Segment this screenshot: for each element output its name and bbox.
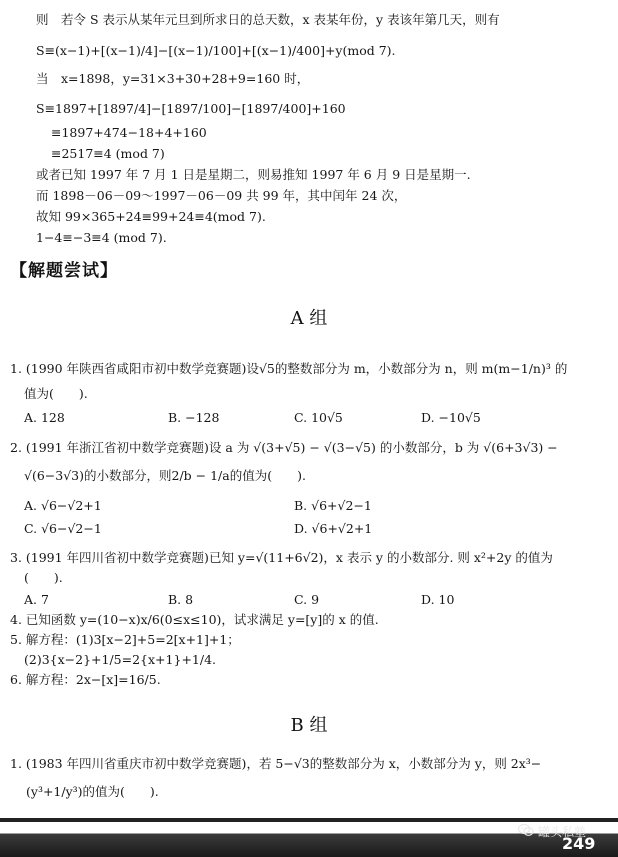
problem-a2-option-b: B. √6+√2−1 bbox=[294, 498, 372, 513]
problem-a2-line-2: √(6−3√3)的小数部分，则2/b − 1/a的值为( ). bbox=[24, 468, 306, 483]
solution-line-1: 则 若令 S 表示从某年元旦到所求日的总天数，x 表某年份，y 表该年第几天，则有 bbox=[36, 12, 500, 27]
solution-formula-1: S≡(x−1)+[(x−1)/4]−[(x−1)/100]+[(x−1)/400]+y(mod 7). bbox=[36, 43, 396, 58]
problem-a3-option-b: B. 8 bbox=[168, 592, 194, 607]
problem-a1-option-a: A. 128 bbox=[24, 410, 65, 425]
section-header: 【解题尝试】 bbox=[10, 261, 118, 281]
solution-line-8: 而 1898－06－09～1997－06－09 共 99 年，其中闰年 24 次， bbox=[36, 188, 407, 203]
problem-b1-line-1: 1. (1983 年四川省重庆市初中数学竞赛题)，若 5−√3的整数部分为 x，小数部分为 y，则 2x³− bbox=[10, 756, 542, 771]
problem-a3-line-2: ( ). bbox=[24, 570, 63, 585]
problem-b1-line-2: (y³+1/y³)的值为( ). bbox=[26, 784, 159, 799]
solution-formula-2: S≡1897+[1897/4]−[1897/100]−[1897/400]+160 bbox=[36, 101, 346, 116]
problem-a6: 6. 解方程：2x−[x]=16/5. bbox=[10, 672, 161, 687]
problem-a3-line-1: 3. (1991 年四川省初中数学竞赛题)已知 y=√(11+6√2)，x 表示 y 的小数部分. 则 x²+2y 的值为 bbox=[10, 550, 553, 565]
solution-line-5: ≡1897+474−18+4+160 bbox=[51, 125, 207, 140]
group-b-title: B 组 bbox=[290, 715, 328, 736]
problem-a5-line-1: 5. 解方程：(1)3[x−2]+5=2[x+1]+1； bbox=[10, 632, 240, 647]
group-a-title: A 组 bbox=[290, 308, 328, 329]
watermark-text: 罐头私塾 bbox=[538, 824, 587, 839]
problem-a3-option-d: D. 10 bbox=[421, 592, 455, 607]
problem-a2-option-a: A. √6−√2+1 bbox=[24, 498, 102, 513]
problem-a1-line-1: 1. (1990 年陕西省咸阳市初中数学竞赛题)设√5的整数部分为 m，小数部分为 n，则 m(m−1/n)³ 的 bbox=[10, 361, 568, 376]
solution-line-7: 或者已知 1997 年 7 月 1 日是星期二，则易推知 1997 年 6 月 9 日是星期一. bbox=[36, 167, 471, 182]
solution-line-3: 当 x=1898，y=31×3+30+28+9=160 时， bbox=[36, 71, 310, 86]
problem-a2-option-d: D. √6+√2+1 bbox=[294, 521, 373, 536]
problem-a1-option-c: C. 10√5 bbox=[294, 410, 343, 425]
page-number: 249 bbox=[562, 834, 596, 853]
solution-line-6: ≡2517≡4 (mod 7) bbox=[51, 146, 165, 161]
problem-a5-line-2: (2)3{x−2}+1/5=2{x+1}+1/4. bbox=[24, 652, 217, 667]
wechat-icon bbox=[518, 823, 534, 840]
problem-a1-option-d: D. −10√5 bbox=[421, 410, 481, 425]
problem-a4: 4. 已知函数 y=(10−x)x/6(0≤x≤10)，试求满足 y=[y]的 x 的值. bbox=[10, 612, 379, 627]
problem-a2-line-1: 2. (1991 年浙江省初中数学竞赛题)设 a 为 √(3+√5) − √(3−√5) 的小数部分，b 为 √(6+3√3) − bbox=[10, 440, 558, 455]
problem-a3-option-c: C. 9 bbox=[294, 592, 320, 607]
problem-a1-line-2: 值为( ). bbox=[24, 386, 88, 401]
problem-a2-option-c: C. √6−√2−1 bbox=[24, 521, 102, 536]
problem-a3-option-a: A. 7 bbox=[24, 592, 49, 607]
solution-line-10: 1−4≡−3≡4 (mod 7). bbox=[36, 230, 167, 245]
problem-a1-option-b: B. −128 bbox=[168, 410, 220, 425]
solution-line-9: 故知 99×365+24≡99+24≡4(mod 7). bbox=[36, 209, 266, 224]
